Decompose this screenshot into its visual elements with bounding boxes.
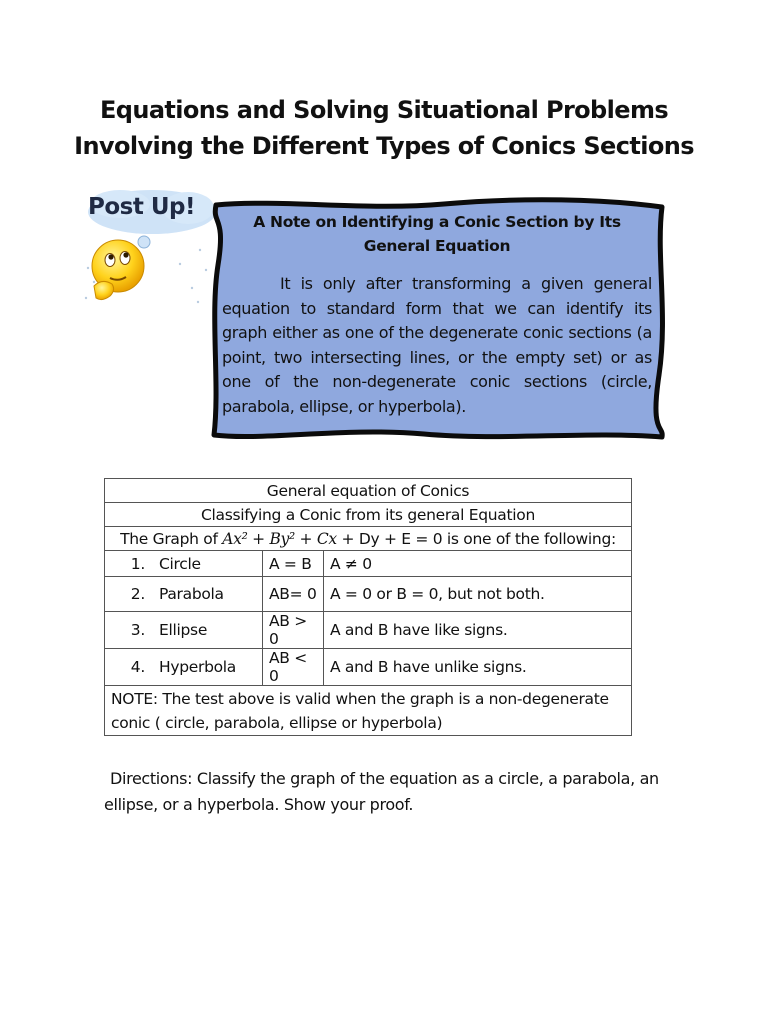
table-header-general: General equation of Conics xyxy=(105,479,632,503)
table-row xyxy=(105,577,632,612)
post-up-label: Post Up! xyxy=(88,194,195,220)
directions xyxy=(104,766,664,818)
table-note: NOTE: The test above is valid when the graph is a non-degenerate conic ( circle, parabola, ellipse or hyperbola) xyxy=(105,686,632,736)
table-header-row xyxy=(105,479,632,503)
equation-prefix: The Graph of xyxy=(120,529,223,548)
equation-suffix: + Dy + E = 0 is one of the following: xyxy=(336,529,616,548)
row-number: 3. xyxy=(130,621,145,639)
note-title-line-1: A Note on Identifying a Conic Section by Its xyxy=(253,213,621,231)
directions-text: Directions: Classify the graph of the equation as a circle, a parabola, an ellipse, or a hyperbola. Show your proof. xyxy=(104,769,659,814)
conic-name-cell xyxy=(105,577,263,612)
note-title xyxy=(222,210,652,258)
table-row xyxy=(105,551,632,577)
note-title-line-2: General Equation xyxy=(363,237,511,255)
table-row xyxy=(105,612,632,649)
condition-cell: A and B have unlike signs. xyxy=(324,649,632,686)
table-subheader-row xyxy=(105,503,632,527)
conic-name: Parabola xyxy=(159,585,224,603)
thinking-smiley-icon xyxy=(88,238,150,308)
test-cell: AB > 0 xyxy=(263,612,324,649)
general-equation xyxy=(105,527,632,551)
note-body xyxy=(222,272,652,419)
table-row xyxy=(105,649,632,686)
note-body-text: It is only after transforming a given general equation to standard form that we can identify its graph either as one of the degenerate conic sections (a point, two intersecting lines, or the empty set) or as one of the non-degenerate conic sections (circle, parabola, ellipse, or hyperbola). xyxy=(222,274,652,416)
equation-formula: Ax² + By² + Cx xyxy=(222,529,337,548)
title-line-1: Equations and Solving Situational Problems xyxy=(99,96,669,124)
row-number: 1. xyxy=(130,554,145,573)
conic-name-cell xyxy=(105,551,263,577)
conic-name: Ellipse xyxy=(159,621,208,639)
conic-name-cell xyxy=(105,612,263,649)
conic-name-cell xyxy=(105,649,263,686)
conic-name: Hyperbola xyxy=(159,658,237,676)
page-title xyxy=(0,92,768,164)
note-content xyxy=(222,210,652,419)
row-number: 4. xyxy=(130,658,145,676)
condition-cell: A and B have like signs. xyxy=(324,612,632,649)
condition-cell: A ≠ 0 xyxy=(324,551,632,577)
table-note-row xyxy=(105,686,632,736)
test-cell: A = B xyxy=(263,551,324,577)
test-cell: AB < 0 xyxy=(263,649,324,686)
conic-name: Circle xyxy=(159,554,201,573)
row-number: 2. xyxy=(130,585,145,603)
conics-table xyxy=(104,478,632,736)
condition-cell: A = 0 or B = 0, but not both. xyxy=(324,577,632,612)
post-up-sticker xyxy=(80,190,215,320)
table-header-classifying: Classifying a Conic from its general Equation xyxy=(105,503,632,527)
test-cell: AB= 0 xyxy=(263,577,324,612)
table-equation-row xyxy=(105,527,632,551)
title-line-2: Involving the Different Types of Conics Sections xyxy=(74,132,694,160)
